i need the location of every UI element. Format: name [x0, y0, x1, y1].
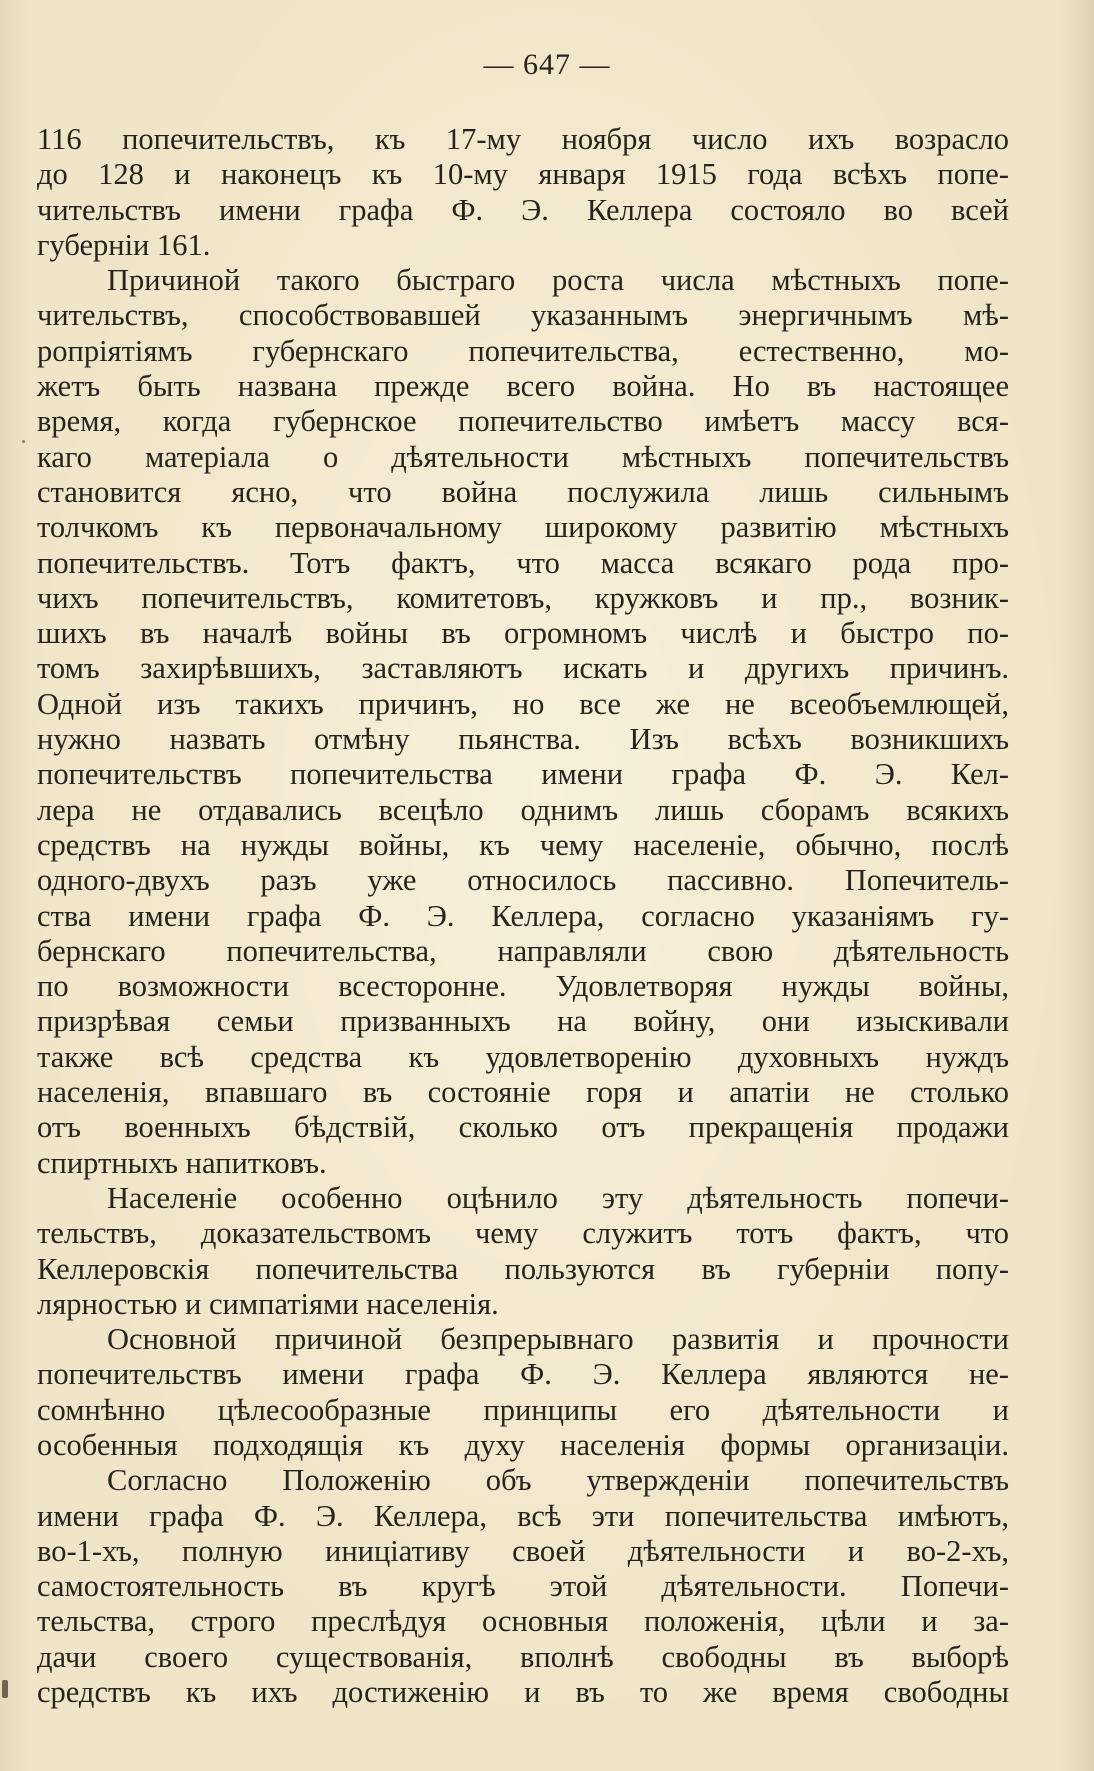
- text-line: тельствъ, доказательствомъ чему служитъ тотъ фактъ, что: [37, 1216, 1009, 1251]
- text-line: сомнѣнно цѣлесообразные принципы его дѣятельности и: [37, 1392, 1009, 1427]
- text-line: во-1-хъ, полную иниціативу своей дѣятельности и во-2-хъ,: [37, 1533, 1009, 1568]
- text-line: лярностью и симпатіями населенія.: [37, 1286, 499, 1321]
- text-line: Одной изъ такихъ причинъ, но все же не всеобъемлющей,: [37, 686, 1009, 721]
- text-line: Основной причиной безпрерывнаго развитія и прочности: [107, 1322, 1009, 1357]
- text-line: чихъ попечительствъ, комитетовъ, кружковъ и пр., возник-: [37, 580, 1009, 615]
- text-line: каго матеріала о дѣятельности мѣстныхъ попечительствъ: [37, 439, 1009, 474]
- text-line: имени графа Ф. Э. Келлера, всѣ эти попечительства имѣютъ,: [37, 1498, 1009, 1533]
- text-line: призрѣвая семьи призванныхъ на войну, они изыскивали: [37, 1004, 1009, 1039]
- text-line: населенія, впавшаго въ состояніе горя и апатіи не столько: [37, 1075, 1009, 1110]
- paper-speck: [22, 440, 25, 443]
- text-line: чительствъ, способствовавшей указаннымъ энергичнымъ мѣ-: [37, 298, 1009, 333]
- text-line: спиртныхъ напитковъ.: [37, 1145, 327, 1180]
- text-line: толчкомъ къ первоначальному широкому развитію мѣстныхъ: [37, 510, 1009, 545]
- text-line: Согласно Положенію объ утвержденіи попечительствъ: [107, 1463, 1009, 1498]
- text-line: также всѣ средства къ удовлетворенію духовныхъ нуждъ: [37, 1039, 1009, 1074]
- text-line: тельства, строго преслѣдуя основныя положенія, цѣли и за-: [37, 1604, 1009, 1639]
- text-line: попечительствъ попечительства имени графа Ф. Э. Кел-: [37, 757, 1009, 792]
- text-line: отъ военныхъ бѣдствій, сколько отъ прекращенія продажи: [37, 1110, 1009, 1145]
- text-line: по возможности всесторонне. Удовлетворяя нужды войны,: [37, 969, 1009, 1004]
- text-line: томъ захирѣвшихъ, заставляютъ искать и другихъ причинъ.: [37, 651, 1009, 686]
- text-line: лера не отдавались всецѣло однимъ лишь сборамъ всякихъ: [37, 792, 1009, 827]
- text-line: до 128 и наконецъ къ 10-му января 1915 года всѣхъ попе-: [37, 157, 1009, 192]
- text-line: средствъ на нужды войны, къ чему населеніе, обычно, послѣ: [37, 827, 1009, 862]
- text-line: чительствъ имени графа Ф. Э. Келлера состояло во всей: [37, 192, 1009, 227]
- text-line: время, когда губернское попечительство имѣетъ массу вся-: [37, 404, 1009, 439]
- text-line: становится ясно, что война послужила лишь сильнымъ: [37, 474, 1009, 509]
- text-line: особенныя подходящія къ духу населенія формы организаціи.: [37, 1427, 1009, 1462]
- margin-mark: [2, 1680, 8, 1698]
- text-line: губерніи 161.: [37, 227, 211, 262]
- text-line: Причиной такого быстраго роста числа мѣстныхъ попе-: [107, 263, 1009, 298]
- text-line: попечительствъ имени графа Ф. Э. Келлера являются не-: [37, 1357, 1009, 1392]
- body-text: [37, 122, 1009, 1710]
- text-line: нужно назвать отмѣну пьянства. Изъ всѣхъ возникшихъ: [37, 722, 1009, 757]
- text-line: дачи своего существованія, вполнѣ свободны въ выборѣ: [37, 1639, 1009, 1674]
- text-line: 116 попечительствъ, къ 17-му ноября число ихъ возрасло: [37, 122, 1009, 156]
- text-line: ства имени графа Ф. Э. Келлера, согласно указаніямъ гу-: [37, 898, 1009, 933]
- text-line: попечительствъ. Тотъ фактъ, что масса всякаго рода про-: [37, 545, 1009, 580]
- text-line: бернскаго попечительства, направляли свою дѣятельность: [37, 933, 1009, 968]
- text-line: самостоятельность въ кругѣ этой дѣятельности. Попечи-: [37, 1569, 1009, 1604]
- text-line: Келлеровскія попечительства пользуются въ губерніи попу-: [37, 1251, 1009, 1286]
- text-line: средствъ къ ихъ достиженію и въ то же время свободны: [37, 1675, 1009, 1710]
- text-line: Населеніе особенно оцѣнило эту дѣятельность попечи-: [107, 1180, 1009, 1215]
- page-number: — 647 —: [483, 48, 611, 81]
- text-line: ропріятіямъ губернскаго попечительства, естественно, мо-: [37, 333, 1009, 368]
- text-line: шихъ въ началѣ войны въ огромномъ числѣ и быстро по-: [37, 616, 1009, 651]
- text-line: жетъ быть названа прежде всего война. Но въ настоящее: [37, 369, 1009, 404]
- text-line: одного-двухъ разъ уже относилось пассивно. Попечитель-: [37, 863, 1009, 898]
